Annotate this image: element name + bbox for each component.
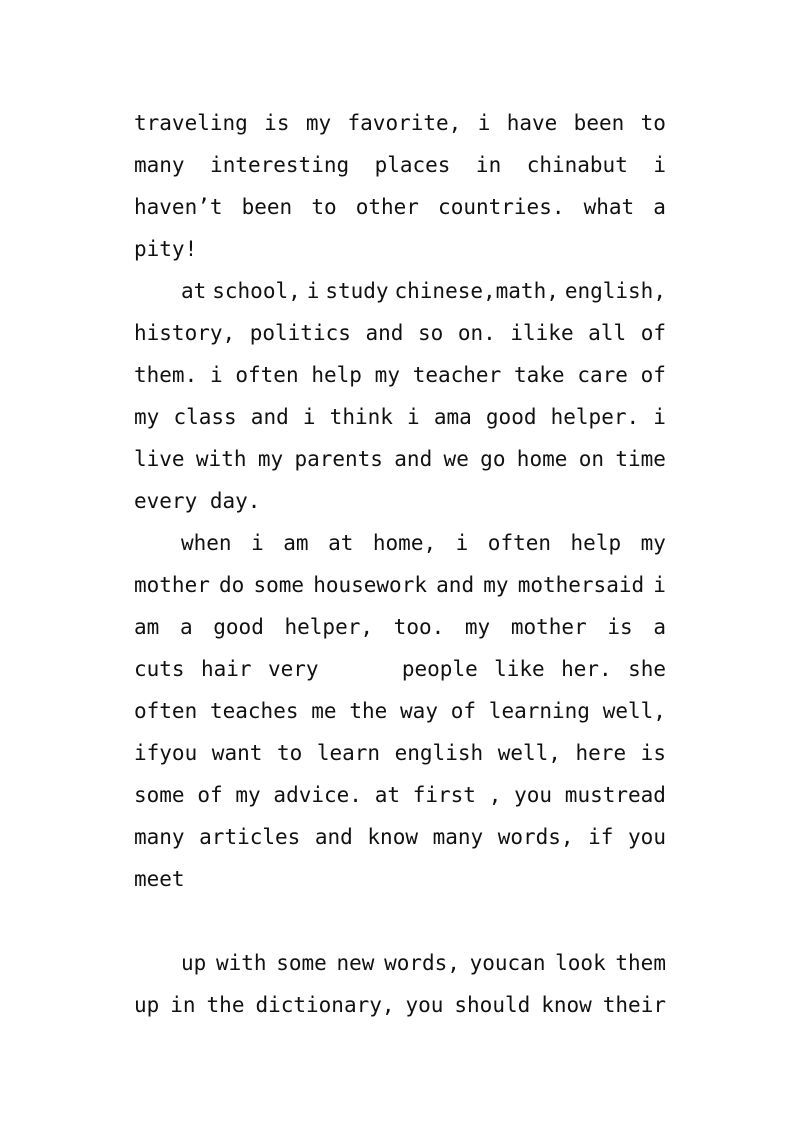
- word: and: [250, 405, 289, 429]
- word: often: [487, 531, 552, 555]
- word: her.: [561, 657, 612, 681]
- word: words,: [497, 825, 574, 849]
- word: my: [374, 363, 400, 387]
- text-line: [134, 984, 666, 1026]
- word: articles: [199, 825, 301, 849]
- word: i: [455, 531, 469, 555]
- word: helper.: [550, 405, 640, 429]
- word: help: [311, 363, 362, 387]
- word: we: [443, 447, 469, 471]
- word: cuts: [134, 657, 185, 681]
- word: first: [412, 783, 476, 807]
- word: very: [267, 657, 319, 681]
- paragraph-start-line: [181, 522, 666, 564]
- word: some: [134, 783, 185, 807]
- paragraph-start-line: [181, 942, 666, 984]
- word: some: [276, 951, 327, 975]
- word: take: [513, 363, 565, 387]
- word: chinabut: [526, 153, 628, 177]
- word: to: [311, 195, 337, 219]
- word: home,: [372, 531, 437, 555]
- word: youcan: [469, 951, 546, 975]
- word: people: [401, 657, 478, 681]
- word: favorite,: [347, 111, 462, 135]
- word: chinese,math,: [394, 279, 559, 303]
- word: you: [514, 783, 553, 807]
- word: words,: [384, 951, 460, 975]
- word: haven’t: [134, 195, 223, 219]
- word: and: [314, 825, 353, 849]
- word: my: [640, 531, 666, 555]
- word: ama: [433, 405, 472, 429]
- word: mothersaid: [517, 573, 645, 597]
- word: i: [653, 153, 666, 177]
- text-line: [134, 606, 666, 648]
- word: i: [302, 405, 316, 429]
- word: i: [251, 531, 264, 555]
- word: what: [583, 195, 635, 219]
- word: well,: [602, 699, 666, 723]
- text-line: [134, 774, 666, 816]
- word: interesting: [210, 153, 350, 177]
- word: and: [436, 573, 475, 597]
- word: help: [570, 531, 622, 555]
- word: on: [578, 447, 604, 471]
- word: when: [181, 531, 232, 555]
- word: should: [454, 993, 531, 1017]
- word: many: [134, 153, 185, 177]
- word: is: [264, 111, 290, 135]
- word: i: [477, 111, 491, 135]
- word: english: [394, 741, 484, 765]
- word: a: [179, 615, 193, 639]
- word: she: [628, 657, 666, 681]
- word: their: [602, 993, 666, 1017]
- word: of: [450, 699, 477, 723]
- word: politics: [249, 321, 351, 345]
- word: learn: [316, 741, 381, 765]
- word: am: [283, 531, 309, 555]
- word: been: [573, 111, 625, 135]
- word: and: [394, 447, 433, 471]
- word: i: [209, 363, 223, 387]
- word: is: [607, 615, 633, 639]
- word: countries.: [438, 195, 565, 219]
- word: english,: [564, 279, 666, 303]
- word: my: [305, 111, 332, 135]
- word: other: [355, 195, 419, 219]
- word: traveling: [134, 111, 248, 135]
- word: places: [374, 153, 451, 177]
- word: to: [276, 741, 303, 765]
- word: housework: [313, 573, 427, 597]
- word: if: [588, 825, 614, 849]
- word: a: [653, 615, 666, 639]
- word: some: [253, 573, 305, 597]
- word: i: [653, 405, 666, 429]
- word: i: [306, 279, 320, 303]
- word: many: [134, 825, 185, 849]
- word: do: [219, 573, 245, 597]
- word: me: [311, 699, 337, 723]
- text-line: [134, 186, 666, 228]
- paragraph-start-line: [181, 270, 666, 312]
- word: care: [577, 363, 628, 387]
- word: with: [215, 951, 267, 975]
- word: ,: [488, 783, 502, 807]
- text-line: [134, 144, 666, 186]
- word: know: [541, 993, 592, 1017]
- text-line: [134, 354, 666, 396]
- word: mustread: [564, 783, 666, 807]
- word: often: [235, 363, 299, 387]
- word: i: [407, 405, 420, 429]
- text-line: [134, 438, 666, 480]
- text-line: [134, 648, 666, 690]
- word: so: [417, 321, 444, 345]
- word: look: [555, 951, 606, 975]
- word: way: [400, 699, 438, 723]
- word: teaches: [209, 699, 299, 723]
- word: hair: [200, 657, 252, 681]
- word: study: [325, 279, 389, 303]
- text-line: pity!: [134, 237, 198, 261]
- text-line: every day.: [134, 489, 261, 513]
- word: my: [235, 783, 261, 807]
- text-line: [134, 816, 666, 858]
- word: on.: [457, 321, 496, 345]
- word: new: [336, 951, 375, 975]
- word: you: [405, 993, 444, 1017]
- word: at: [374, 783, 400, 807]
- word: been: [241, 195, 293, 219]
- word: advice.: [273, 783, 362, 807]
- word: with: [195, 447, 247, 471]
- text-line: [134, 396, 666, 438]
- word: you: [628, 825, 666, 849]
- word: learning: [488, 699, 590, 723]
- word: the: [206, 993, 245, 1017]
- word: like: [494, 657, 545, 681]
- word: dictionary,: [255, 993, 395, 1017]
- word: teacher: [412, 363, 502, 387]
- word: time: [615, 447, 666, 471]
- word: mother: [134, 573, 210, 597]
- word: in: [475, 153, 502, 177]
- word: them.: [134, 363, 198, 387]
- word: too.: [393, 615, 445, 639]
- word: go: [480, 447, 506, 471]
- word: my: [134, 405, 160, 429]
- text-line: [134, 732, 666, 774]
- word: of: [640, 321, 666, 345]
- word: a: [653, 195, 666, 219]
- text-line: [134, 312, 666, 354]
- word: up: [181, 951, 207, 975]
- word: think: [329, 405, 393, 429]
- word: my: [483, 573, 509, 597]
- word: my: [257, 447, 284, 471]
- word: often: [134, 699, 198, 723]
- word: ilike: [510, 321, 574, 345]
- word: of: [640, 363, 666, 387]
- word: to: [640, 111, 666, 135]
- word: school,: [212, 279, 301, 303]
- word: is: [640, 741, 666, 765]
- word: i: [653, 573, 666, 597]
- word: parents: [294, 447, 383, 471]
- word: of: [197, 783, 223, 807]
- word: class: [173, 405, 237, 429]
- word: all: [588, 321, 627, 345]
- word: am: [134, 615, 160, 639]
- word: here: [575, 741, 627, 765]
- word: have: [506, 111, 558, 135]
- word: them: [615, 951, 666, 975]
- word: ifyou: [134, 741, 198, 765]
- word: many: [432, 825, 484, 849]
- word: know: [367, 825, 418, 849]
- word: my: [464, 615, 491, 639]
- text-line: [134, 690, 666, 732]
- text-line: [134, 564, 666, 606]
- word: at: [328, 531, 354, 555]
- word: helper,: [284, 615, 374, 639]
- word: history,: [134, 321, 236, 345]
- word: want: [211, 741, 263, 765]
- word: mother: [510, 615, 587, 639]
- text-line: [134, 102, 666, 144]
- word: home: [516, 447, 568, 471]
- word: well,: [497, 741, 561, 765]
- word: the: [349, 699, 388, 723]
- word: in: [170, 993, 196, 1017]
- word: at: [181, 279, 207, 303]
- word: and: [365, 321, 404, 345]
- word: good: [213, 615, 264, 639]
- word: [335, 648, 386, 690]
- word: up: [134, 993, 160, 1017]
- word: good: [485, 405, 537, 429]
- word: live: [134, 447, 185, 471]
- text-line: meet: [134, 867, 185, 891]
